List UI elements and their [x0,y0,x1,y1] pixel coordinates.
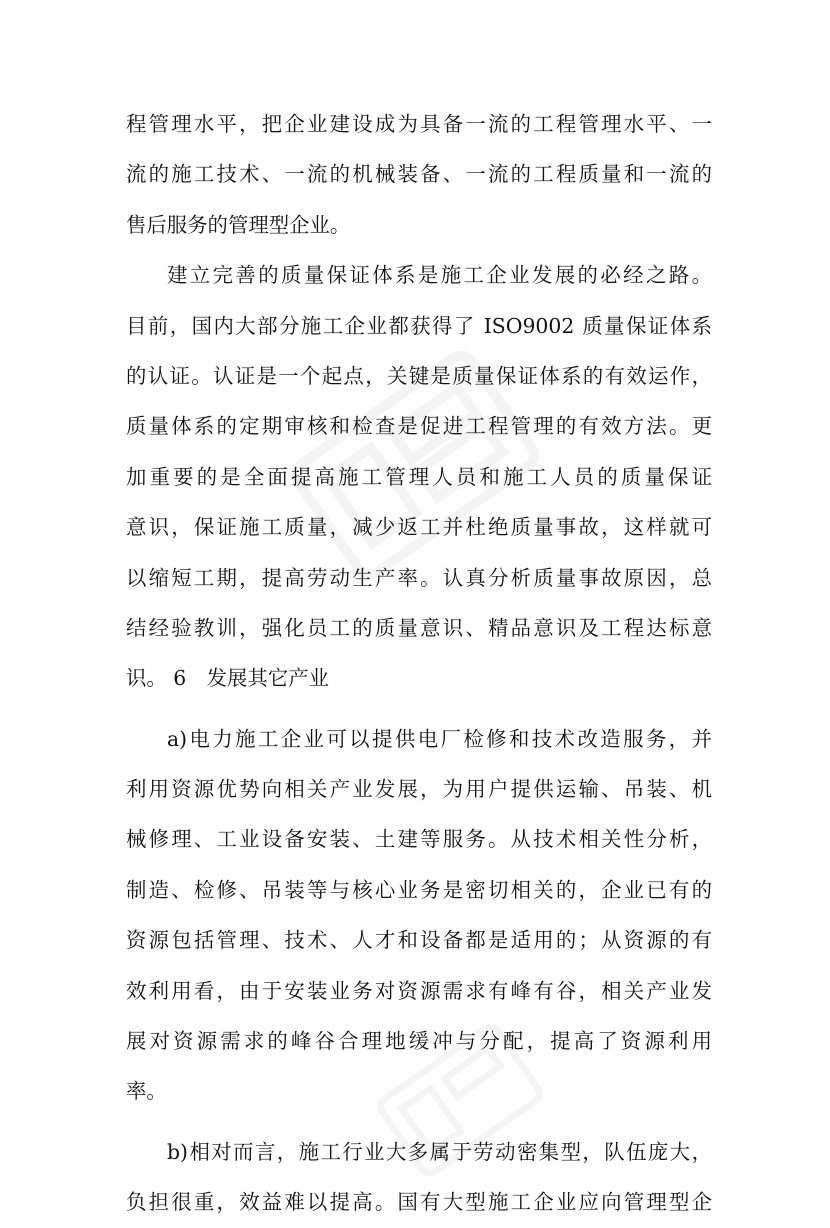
text-line: 械修理、工业设备安装、土建等服务。从技术相关性分析， [126,827,712,852]
text-line: 效利用看，由于安装业务对资源需求有峰有谷，相关产业发 [126,978,712,1003]
text-line: b)相对而言，施工行业大多属于劳动密集型，队伍庞大， [167,1139,712,1164]
text-line: 建立完善的质量保证体系是施工企业发展的必经之路。 [167,263,712,288]
text-line: a)电力施工企业可以提供电厂检修和技术改造服务，并 [167,726,712,751]
body-text [126,99,712,1228]
text-line: 售后服务的管理型企业。 [126,212,351,237]
text-line: 资源包括管理、技术、人才和设备都是适用的；从资源的有 [126,928,712,953]
text-line: 目前，国内大部分施工企业都获得了 ISO9002 质量保证体系 [126,313,712,338]
text-line: 质量体系的定期审核和检查是促进工程管理的有效方法。更 [126,414,712,439]
text-line: 负担很重，效益难以提高。国有大型施工企业应向管理型企 [126,1190,712,1215]
text-line: 流的施工技术、一流的机械装备、一流的工程质量和一流的 [126,162,712,187]
text-line: 以缩短工期，提高劳动生产率。认真分析质量事故原因，总 [126,565,712,590]
text-line: 识。 6 发展其它产业 [126,666,329,691]
text-line: 制造、检修、吊装等与核心业务是密切相关的，企业已有的 [126,877,712,902]
text-line: 率。 [126,1079,167,1104]
text-line: 的认证。认证是一个起点，关键是质量保证体系的有效运作， [126,363,712,388]
text-line: 利用资源优势向相关产业发展，为用户提供运输、吊装、机 [126,777,712,802]
text-line: 结经验教训，强化员工的质量意识、精品意识及工程达标意 [126,615,712,640]
text-line: 加重要的是全面提高施工管理人员和施工人员的质量保证 [126,464,712,489]
text-line: 展对资源需求的峰谷合理地缓冲与分配，提高了资源利用 [126,1029,712,1054]
text-line: 意识，保证施工质量，减少返工并杜绝质量事故，这样就可 [126,515,712,540]
text-line: 程管理水平，把企业建设成为具备一流的工程管理水平、一 [126,112,712,136]
